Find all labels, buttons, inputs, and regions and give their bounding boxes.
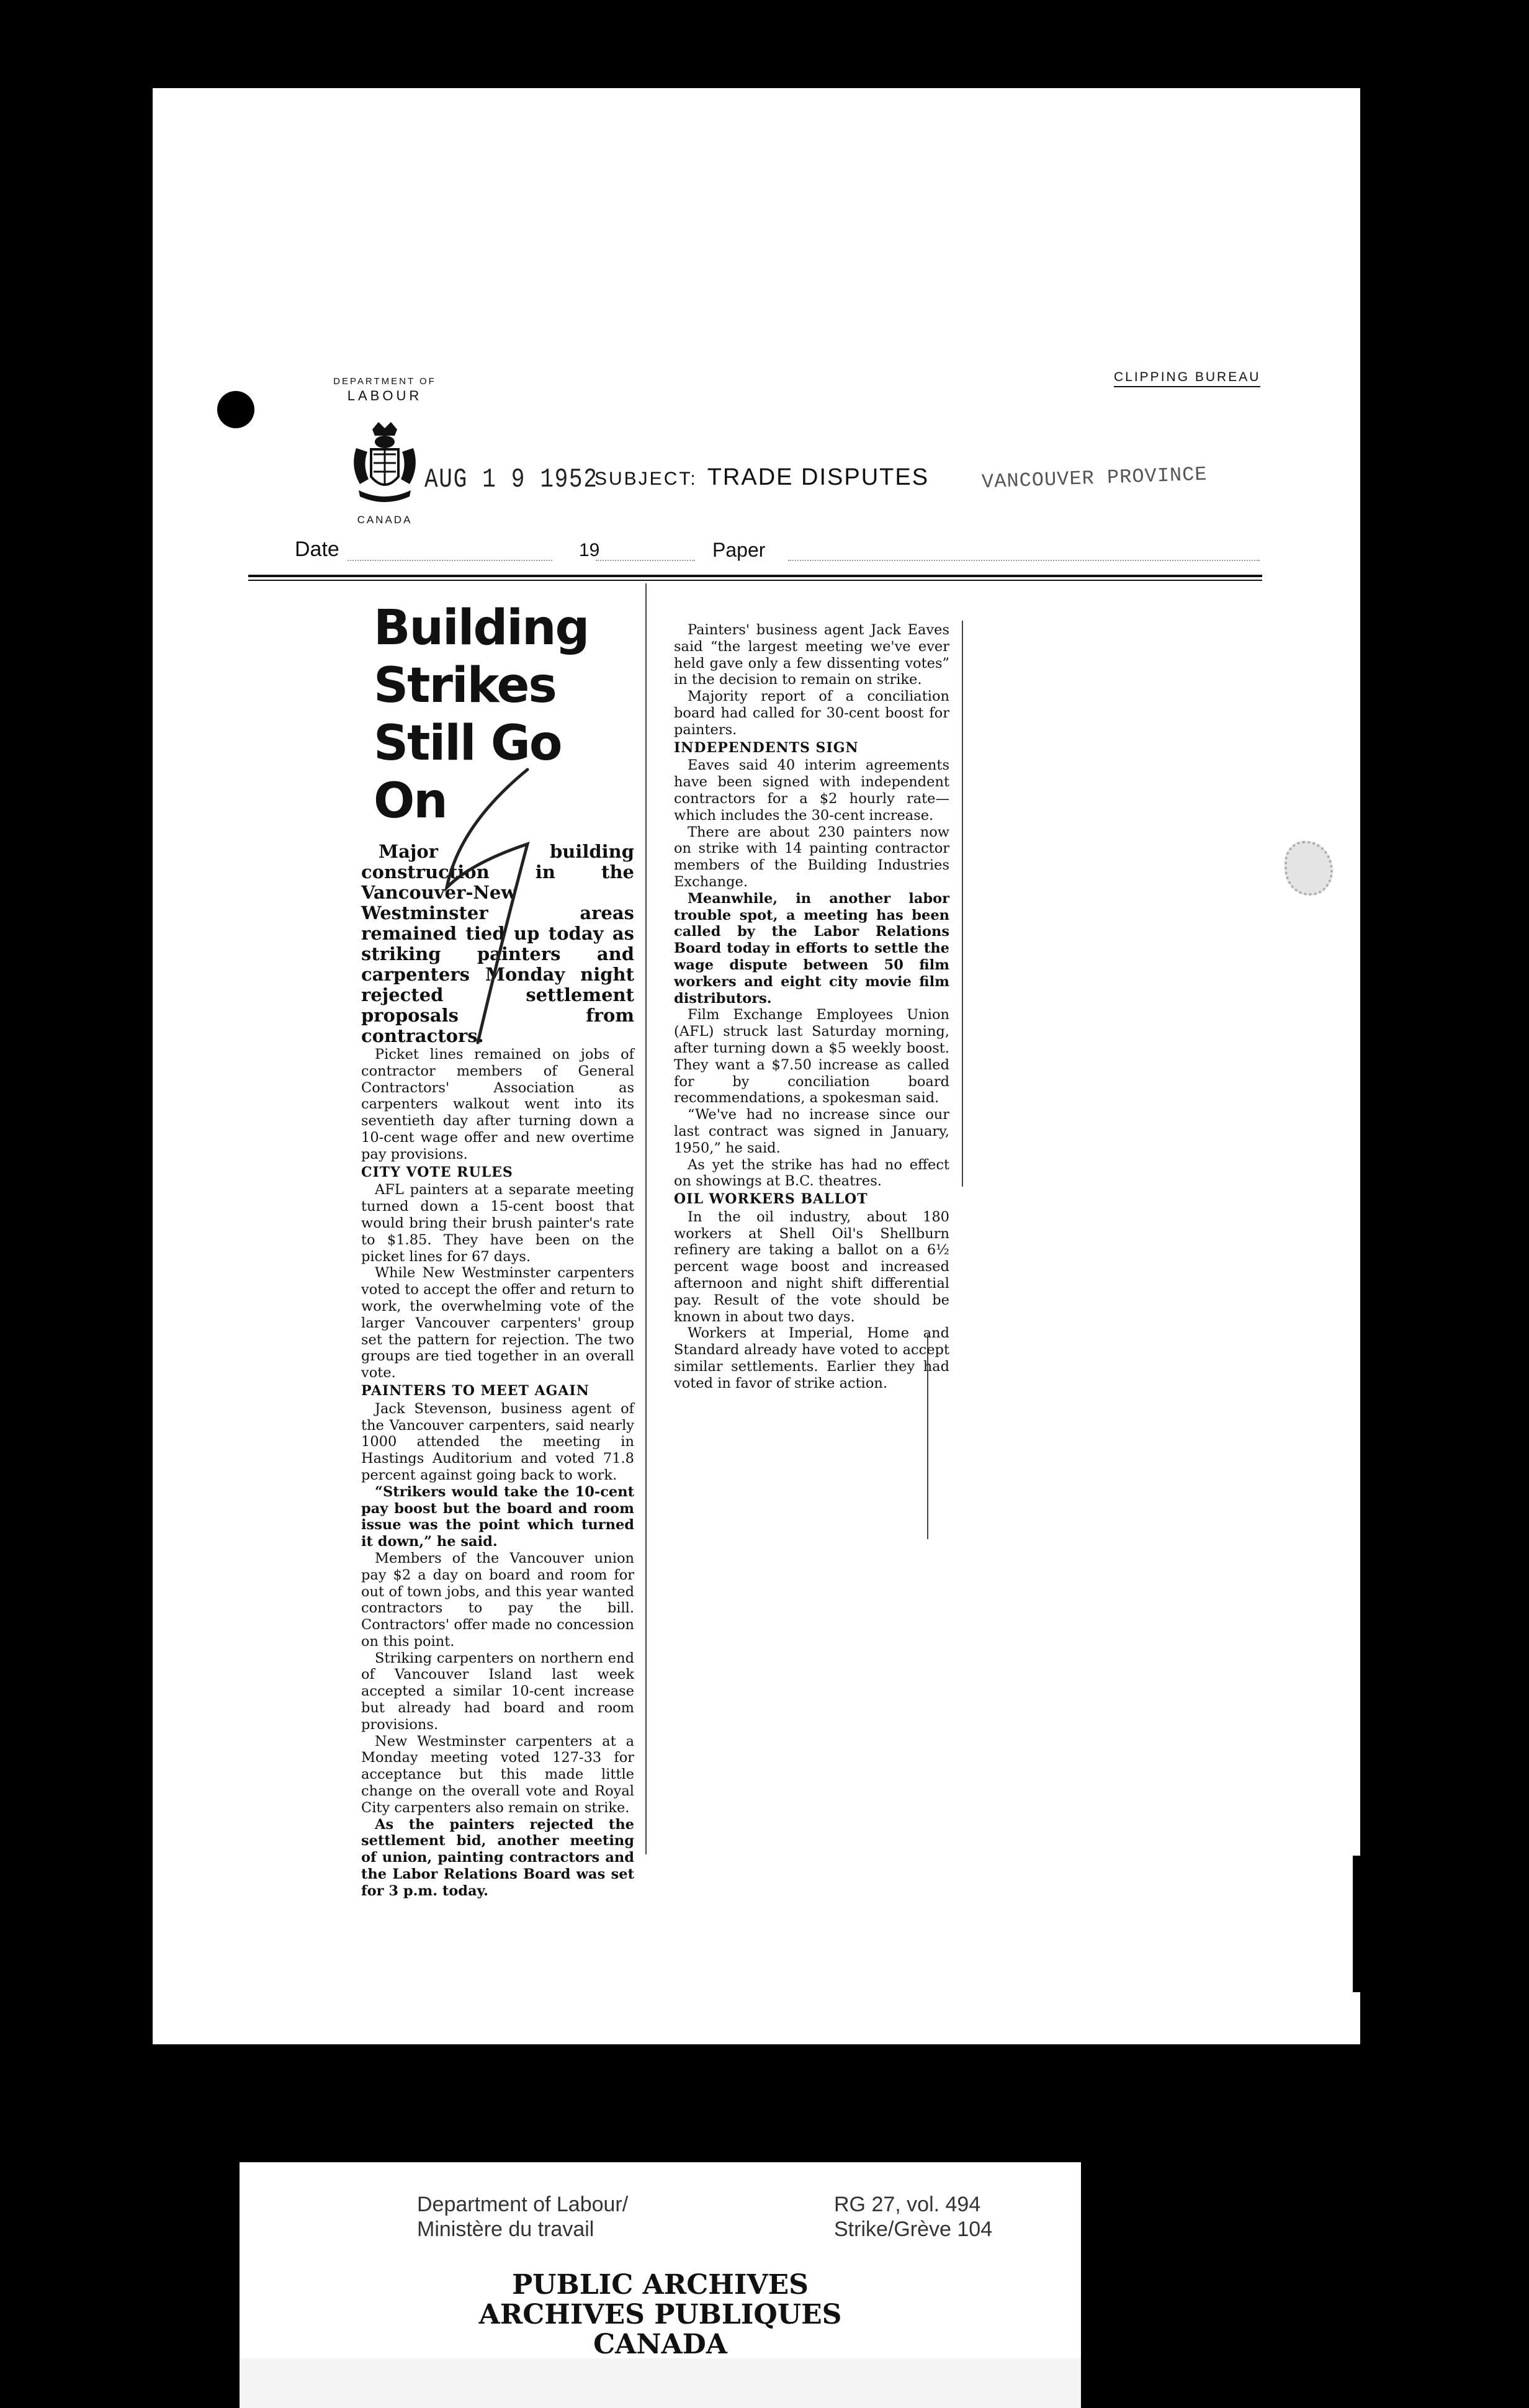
article-paragraph: Eaves said 40 interim agreements have been signed with independent contractors for a $2 hourly rate—which includes the 30-cent increase. <box>674 757 949 824</box>
archive-label-base <box>240 2358 1081 2408</box>
coat-of-arms-icon <box>348 417 422 510</box>
article-paragraph: “Strikers would take the 10-cent pay boost but the board and room issue was the point which turned it down,” he said. <box>361 1483 634 1550</box>
country-label: CANADA <box>357 514 413 526</box>
article-paragraph: There are about 230 painters now on strike with 14 painting contractor members of the Building Industries Exchange. <box>674 824 949 890</box>
article-paragraph: Members of the Vancouver union pay $2 a day on board and room for out of town jobs, and this year wanted contractors to pay the bill. Contractors' offer made no concession on this point. <box>361 1550 634 1650</box>
article-paragraph: Film Exchange Employees Union (AFL) struck last Saturday morning, after turning down a $5 weekly boost. They want a $7.50 increase as called for by conciliation board recommendations, a spokesman said. <box>674 1007 949 1107</box>
pen-annotation-mark <box>434 751 571 1061</box>
header-rule-thin <box>248 580 1262 581</box>
subject-value: TRADE DISPUTES <box>707 464 930 490</box>
article-paragraph: As the painters rejected the settlement bid, another meeting of union, painting contractors and the Labor Relations Board was set for 3 p.m. today. <box>361 1816 634 1899</box>
article-paragraph: Workers at Imperial, Home and Standard already have voted to accept similar settlements. Earlier they had voted in favor of strike action. <box>674 1325 949 1391</box>
paper-dotted-line <box>788 560 1260 561</box>
punch-hole <box>217 391 254 428</box>
article-paragraph: New Westminster carpenters at a Monday meeting voted 127-33 for acceptance but this made little change on the overall vote and Royal City carpenters also remain on strike. <box>361 1733 634 1816</box>
archive-reference: RG 27, vol. 494 Strike/Grève 104 <box>834 2193 993 2241</box>
article-paragraph: While New Westminster carpenters voted to accept the offer and return to work, the overwhelming vote of the larger Vancouver carpenters' group set the pattern for rejection. The two groups are tied together in an overall vote. <box>361 1265 634 1381</box>
year-field-label: 19 <box>579 540 600 560</box>
subject-label: SUBJECT: <box>594 469 697 489</box>
sheet-edge-shadow <box>1353 1856 1360 1992</box>
article-paragraph: As yet the strike has had no effect on showings at B.C. theatres. <box>674 1156 949 1190</box>
article-body <box>674 622 949 1392</box>
clipping-bureau-label: CLIPPING BUREAU <box>1114 370 1260 387</box>
article-paragraph: Painters' business agent Jack Eaves said “the largest meeting we've ever held gave only a few dissenting votes” in the decision to remain on strike. <box>674 622 949 688</box>
date-field-label: Date <box>295 537 339 561</box>
column-divider <box>962 621 963 1187</box>
date-dotted-line <box>348 560 552 561</box>
date-stamp: AUG 1 9 1952 <box>424 464 598 495</box>
article-paragraph: Picket lines remained on jobs of contractor members of General Contractors' Association as carpenters walkout went into its seventieth day after turning down a 10-cent wage offer and new overtime pay provisions. <box>361 1046 634 1162</box>
section-heading: INDEPENDENTS SIGN <box>674 739 859 756</box>
section-heading: OIL WORKERS BALLOT <box>674 1191 868 1208</box>
paper-stamp: VANCOUVER PROVINCE <box>981 462 1208 494</box>
article-headline: Building Strikes Still Go On <box>374 600 589 829</box>
column-divider <box>645 583 647 1854</box>
section-heading: PAINTERS TO MEET AGAIN <box>361 1382 590 1399</box>
subject-line <box>594 464 929 491</box>
archive-department: Department of Labour/ Ministère du travail <box>417 2193 629 2241</box>
header-rule <box>248 575 1262 577</box>
article-paragraph: Major building construction in the Vancouver-New Westminster areas remained tied up today as striking painters and carpenters Monday night rejected settlement proposals from contractors. <box>361 841 634 1046</box>
section-heading: CITY VOTE RULES <box>361 1164 513 1180</box>
article-paragraph: Meanwhile, in another labor trouble spot, a meeting has been called by the Labor Relations Board today in efforts to settle the wage dispute between 50 film workers and eight city movie film distributors. <box>674 890 949 1007</box>
department-label: DEPARTMENT OF LABOUR <box>333 376 436 403</box>
paper-field-label: Paper <box>712 539 766 561</box>
article-paragraph: AFL painters at a separate meeting turned down a 15-cent boost that would bring their brush painter's rate to $1.85. They have been on the picket lines for 67 days. <box>361 1182 634 1265</box>
archive-title: PUBLIC ARCHIVES ARCHIVES PUBLIQUES CANADA <box>478 2269 842 2360</box>
article-column-2 <box>674 622 949 1392</box>
article-paragraph: “We've had no increase since our last contract was signed in January, 1950,” he said. <box>674 1107 949 1156</box>
article-paragraph: Jack Stevenson, business agent of the Vancouver carpenters, said nearly 1000 attended the meeting in Hastings Auditorium and voted 71.8 percent against going back to work. <box>361 1400 634 1483</box>
article-paragraph: Striking carpenters on northern end of Vancouver Island last week accepted a similar 10-cent increase but already had board and room provisions. <box>361 1650 634 1733</box>
article-paragraph: In the oil industry, about 180 workers at Shell Oil's Shellburn refinery are taking a ballot on a 6½ percent wage boost and increased afternoon and night shift differential pay. Result of the vote should be known in about two days. <box>674 1208 949 1325</box>
year-dotted-line <box>596 560 695 561</box>
article-paragraph: Majority report of a conciliation board had called for 30-cent boost for painters. <box>674 688 949 738</box>
